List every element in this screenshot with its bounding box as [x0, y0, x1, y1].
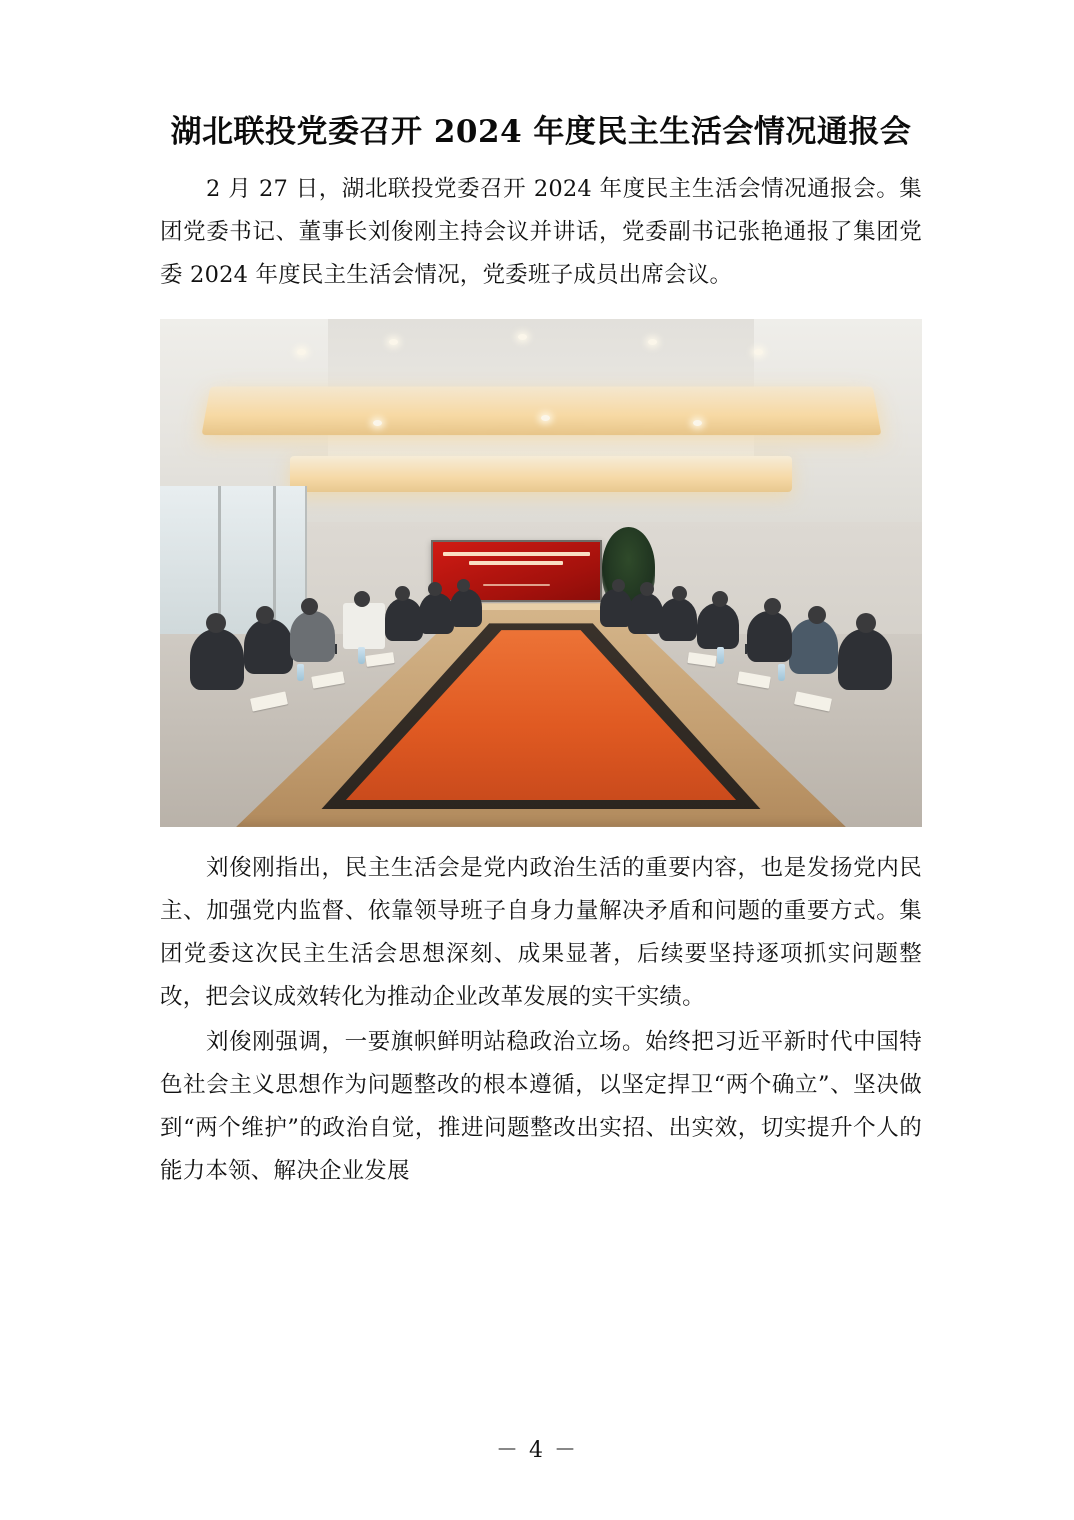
photo-canvas [160, 319, 922, 827]
screen-headline [443, 552, 591, 556]
screen-dateline [483, 584, 550, 586]
meeting-photo [160, 319, 922, 827]
screen-subline [469, 561, 563, 565]
paragraph-2: 刘俊刚指出，民主生活会是党内政治生活的重要内容，也是发扬党内民主、加强党内监督、依靠领导班子自身力量解决矛盾和问题的重要方式。集团党委这次民主生活会思想深刻、成果显著，后续要坚持逐项抓实问题整改，把会议成效转化为推动企业改革发展的实干实绩。 [160, 854, 922, 1010]
page-number: － 4 － [496, 1438, 578, 1463]
cove-light-inner [290, 456, 793, 492]
page-title: 湖北联投党委召开 2024 年度民主生活会情况通报会 [170, 114, 912, 150]
paragraph-3: 刘俊刚强调，一要旗帜鲜明站稳政治立场。始终把习近平新时代中国特色社会主义思想作为问题整改的根本遵循，以坚定捍卫“两个确立”、坚决做到“两个维护”的政治自觉，推进问题整改出实招、出实效，切实提升个人的能力本领、解决企业发展 [160, 1028, 922, 1184]
window-left [160, 486, 307, 638]
cove-light-outer [201, 386, 880, 434]
paragraph-1: 2 月 27 日，湖北联投党委召开 2024 年度民主生活会情况通报会。集团党委书记、董事长刘俊刚主持会议并讲话，党委副书记张艳通报了集团党委 2024 年度民主生活会情况，党委班子成员出席会议。 [160, 175, 922, 288]
page-content [160, 112, 922, 1193]
